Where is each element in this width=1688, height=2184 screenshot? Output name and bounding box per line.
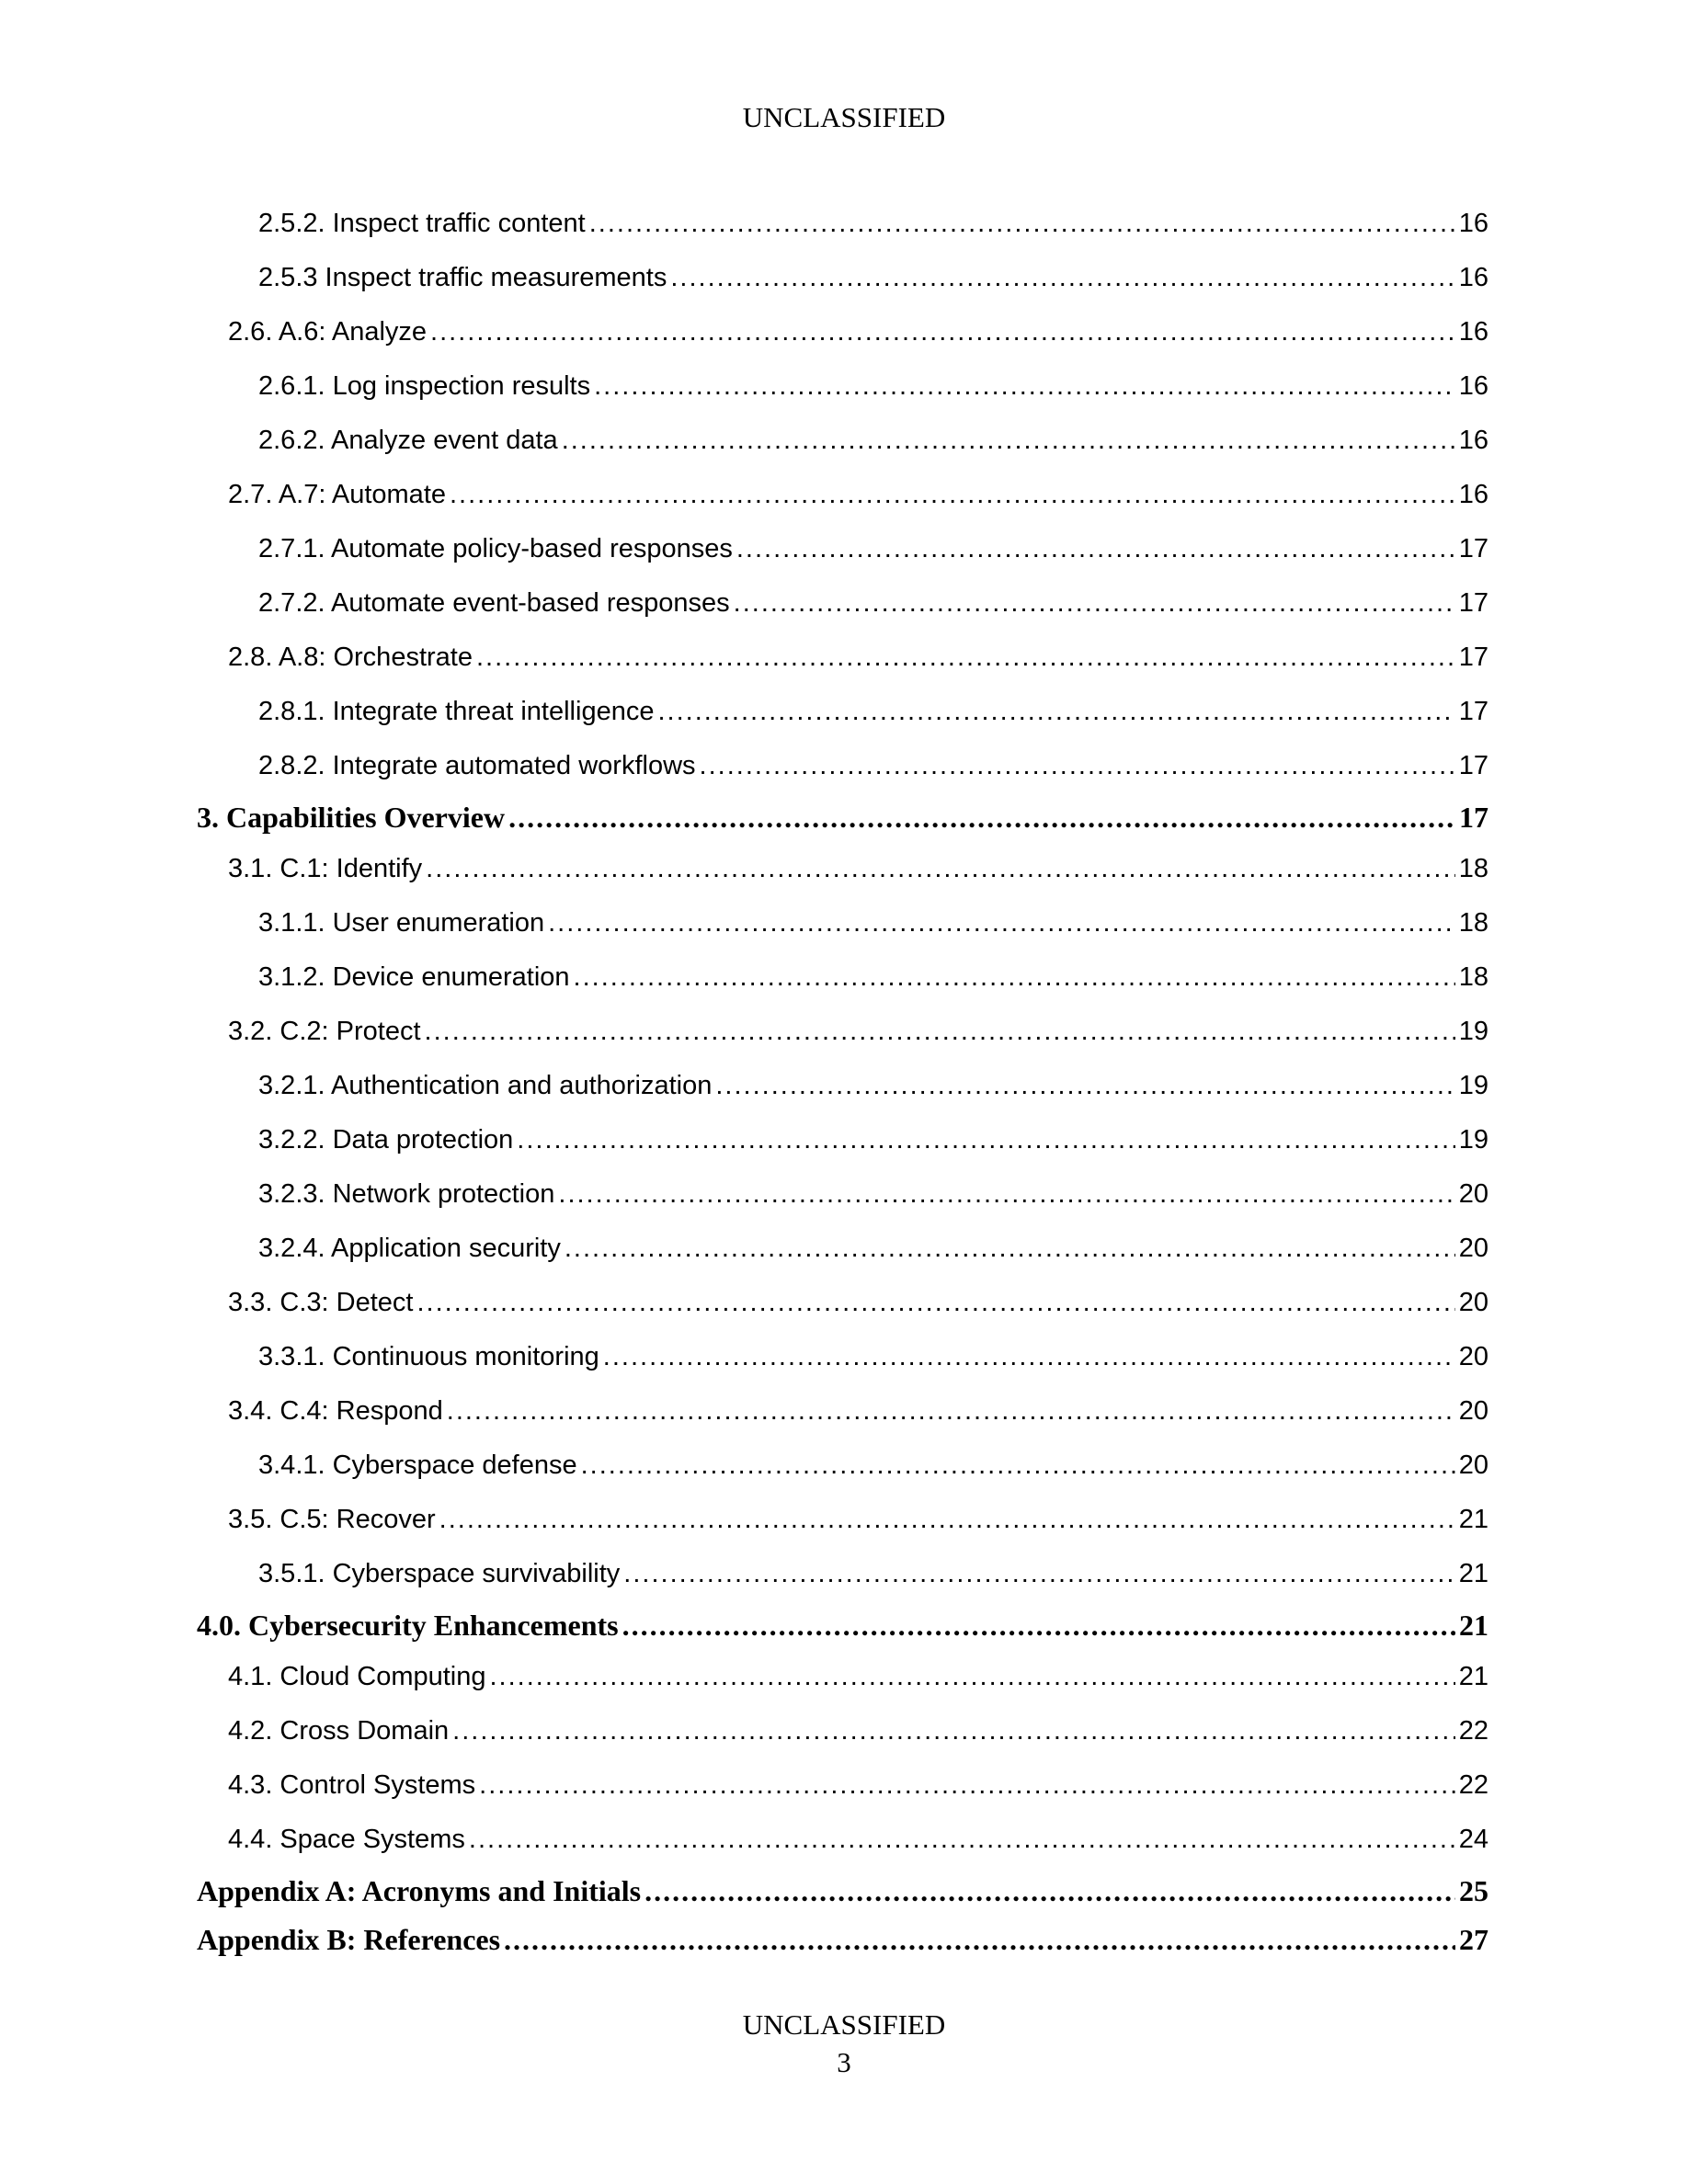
toc-entry-page-number: 16 <box>1458 371 1488 401</box>
toc-entry[interactable] <box>197 1222 1488 1276</box>
toc-entry[interactable] <box>197 1916 1488 1964</box>
toc-entry[interactable] <box>197 305 1488 359</box>
toc-entry[interactable] <box>197 1330 1488 1384</box>
toc-dot-leader <box>450 468 1455 522</box>
toc-entry[interactable] <box>197 1059 1488 1113</box>
toc-entry-title: 3.5. C.5: Recover <box>228 1505 436 1534</box>
toc-entry[interactable] <box>197 468 1488 522</box>
toc-entry-page-number: 16 <box>1458 426 1488 455</box>
toc-entry[interactable] <box>197 1005 1488 1059</box>
toc-entry-page-number: 24 <box>1458 1825 1488 1854</box>
toc-entry-page-number: 22 <box>1458 1716 1488 1746</box>
toc-dot-leader <box>574 950 1455 1005</box>
toc-entry-page-number: 18 <box>1458 908 1488 938</box>
toc-entry-title: 3.3.1. Continuous monitoring <box>258 1342 599 1371</box>
toc-entry-title: 3.5.1. Cyberspace survivability <box>258 1559 621 1588</box>
toc-entry-page-number: 17 <box>1458 588 1488 618</box>
toc-entry[interactable] <box>197 1867 1488 1916</box>
toc-entry[interactable] <box>197 522 1488 576</box>
toc-entry[interactable] <box>197 1113 1488 1167</box>
footer-classification-marking: UNCLASSIFIED <box>742 2008 946 2041</box>
toc-entry-page-number: 17 <box>1458 697 1488 726</box>
toc-entry-title: Appendix B: References <box>197 1923 501 1956</box>
toc-entry[interactable] <box>197 631 1488 685</box>
toc-entry[interactable] <box>197 1276 1488 1330</box>
toc-entry-title: 2.7.2. Automate event-based responses <box>258 588 730 618</box>
toc-entry-page-number: 20 <box>1458 1396 1488 1426</box>
toc-entry-title: 2.6.2. Analyze event data <box>258 426 558 455</box>
table-of-contents <box>197 197 1488 1964</box>
toc-entry[interactable] <box>197 576 1488 631</box>
toc-entry-title: 2.5.2. Inspect traffic content <box>258 209 586 238</box>
header-classification-marking: UNCLASSIFIED <box>742 101 946 133</box>
toc-entry[interactable] <box>197 896 1488 950</box>
toc-dot-leader <box>589 197 1455 251</box>
toc-entry-page-number: 20 <box>1458 1179 1488 1209</box>
toc-entry[interactable] <box>197 793 1488 842</box>
toc-entry-title: 3. Capabilities Overview <box>197 801 506 834</box>
toc-dot-leader <box>548 896 1455 950</box>
toc-entry-page-number: 22 <box>1458 1770 1488 1800</box>
toc-entry-page-number: 25 <box>1459 1874 1488 1907</box>
toc-entry-title: 2.7. A.7: Automate <box>228 480 446 509</box>
toc-entry-page-number: 27 <box>1459 1923 1488 1956</box>
toc-dot-leader <box>644 1867 1455 1916</box>
toc-entry-page-number: 21 <box>1459 1609 1488 1642</box>
toc-entry-title: 3.4. C.4: Respond <box>228 1396 443 1426</box>
toc-entry-title: 3.2.2. Data protection <box>258 1125 514 1155</box>
toc-dot-leader <box>603 1330 1455 1384</box>
toc-entry-title: 3.2. C.2: Protect <box>228 1017 421 1046</box>
toc-entry[interactable] <box>197 739 1488 793</box>
toc-entry-title: 2.8.2. Integrate automated workflows <box>258 751 696 780</box>
toc-dot-leader <box>562 414 1455 468</box>
toc-entry[interactable] <box>197 1813 1488 1867</box>
toc-entry-page-number: 19 <box>1458 1071 1488 1100</box>
toc-entry-title: 2.8. A.8: Orchestrate <box>228 643 473 672</box>
toc-entry-page-number: 19 <box>1458 1017 1488 1046</box>
page-number: 3 <box>837 2046 851 2078</box>
toc-entry-page-number: 16 <box>1458 317 1488 347</box>
toc-entry[interactable] <box>197 1439 1488 1493</box>
toc-entry-title: 2.6.1. Log inspection results <box>258 371 591 401</box>
toc-entry[interactable] <box>197 197 1488 251</box>
toc-entry-title: 4.1. Cloud Computing <box>228 1662 486 1691</box>
toc-dot-leader <box>426 842 1455 896</box>
toc-entry-page-number: 17 <box>1458 751 1488 780</box>
toc-entry-page-number: 21 <box>1458 1505 1488 1534</box>
toc-entry-title: 2.7.1. Automate policy-based responses <box>258 534 733 563</box>
toc-entry-page-number: 17 <box>1458 643 1488 672</box>
toc-entry[interactable] <box>197 685 1488 739</box>
toc-entry-page-number: 20 <box>1458 1234 1488 1263</box>
toc-dot-leader <box>425 1005 1455 1059</box>
toc-entry-page-number: 21 <box>1458 1662 1488 1691</box>
toc-entry-title: 2.8.1. Integrate threat intelligence <box>258 697 655 726</box>
toc-entry-page-number: 18 <box>1458 854 1488 883</box>
toc-entry-title: 4.0. Cybersecurity Enhancements <box>197 1609 619 1642</box>
toc-entry-title: 3.2.3. Network protection <box>258 1179 555 1209</box>
toc-dot-leader <box>715 1059 1454 1113</box>
toc-entry-page-number: 16 <box>1458 480 1488 509</box>
toc-entry-title: Appendix A: Acronyms and Initials <box>197 1874 642 1907</box>
toc-dot-leader <box>594 359 1455 414</box>
toc-dot-leader <box>508 793 1455 842</box>
toc-dot-leader <box>565 1222 1455 1276</box>
toc-entry-title: 2.6. A.6: Analyze <box>228 317 428 347</box>
toc-entry-page-number: 17 <box>1458 534 1488 563</box>
toc-entry[interactable] <box>197 1493 1488 1547</box>
toc-entry-page-number: 21 <box>1458 1559 1488 1588</box>
toc-dot-leader <box>417 1276 1455 1330</box>
toc-dot-leader <box>469 1813 1455 1867</box>
toc-entry[interactable] <box>197 1547 1488 1601</box>
toc-dot-leader <box>452 1704 1455 1758</box>
toc-entry-page-number: 17 <box>1459 801 1488 834</box>
toc-dot-leader <box>700 739 1455 793</box>
toc-dot-leader <box>430 305 1455 359</box>
toc-dot-leader <box>670 251 1454 305</box>
toc-entry-title: 3.1. C.1: Identify <box>228 854 423 883</box>
toc-entry[interactable] <box>197 1650 1488 1704</box>
toc-entry[interactable] <box>197 359 1488 414</box>
toc-entry[interactable] <box>197 1384 1488 1439</box>
toc-entry[interactable] <box>197 1704 1488 1758</box>
toc-dot-leader <box>479 1758 1455 1813</box>
toc-entry-title: 3.4.1. Cyberspace defense <box>258 1450 577 1480</box>
toc-entry-title: 3.2.4. Application security <box>258 1234 561 1263</box>
toc-dot-leader <box>657 685 1454 739</box>
toc-dot-leader <box>623 1547 1454 1601</box>
toc-entry-title: 3.1.2. Device enumeration <box>258 962 570 992</box>
toc-entry-title: 4.4. Space Systems <box>228 1825 465 1854</box>
toc-dot-leader <box>490 1650 1455 1704</box>
toc-entry-title: 4.2. Cross Domain <box>228 1716 450 1746</box>
toc-entry-page-number: 16 <box>1458 209 1488 238</box>
toc-entry-title: 3.2.1. Authentication and authorization <box>258 1071 713 1100</box>
toc-dot-leader <box>734 576 1455 631</box>
toc-dot-leader <box>504 1916 1455 1964</box>
toc-entry-page-number: 18 <box>1458 962 1488 992</box>
toc-entry-page-number: 20 <box>1458 1342 1488 1371</box>
toc-entry-page-number: 19 <box>1458 1125 1488 1155</box>
toc-dot-leader <box>558 1167 1454 1222</box>
toc-dot-leader <box>622 1601 1455 1650</box>
toc-entry[interactable] <box>197 414 1488 468</box>
toc-dot-leader <box>736 522 1455 576</box>
toc-dot-leader <box>447 1384 1455 1439</box>
toc-entry-title: 4.3. Control Systems <box>228 1770 476 1800</box>
toc-entry[interactable] <box>197 842 1488 896</box>
toc-entry-page-number: 20 <box>1458 1450 1488 1480</box>
toc-entry[interactable] <box>197 1758 1488 1813</box>
toc-dot-leader <box>439 1493 1455 1547</box>
toc-dot-leader <box>476 631 1455 685</box>
toc-entry-page-number: 20 <box>1458 1288 1488 1317</box>
toc-entry-title: 2.5.3 Inspect traffic measurements <box>258 263 667 292</box>
toc-entry[interactable] <box>197 1167 1488 1222</box>
toc-entry[interactable] <box>197 1601 1488 1650</box>
toc-entry[interactable] <box>197 251 1488 305</box>
toc-entry-title: 3.3. C.3: Detect <box>228 1288 414 1317</box>
toc-dot-leader <box>517 1113 1454 1167</box>
toc-entry[interactable] <box>197 950 1488 1005</box>
toc-entry-page-number: 16 <box>1458 263 1488 292</box>
toc-dot-leader <box>581 1439 1455 1493</box>
toc-entry-title: 3.1.1. User enumeration <box>258 908 545 938</box>
